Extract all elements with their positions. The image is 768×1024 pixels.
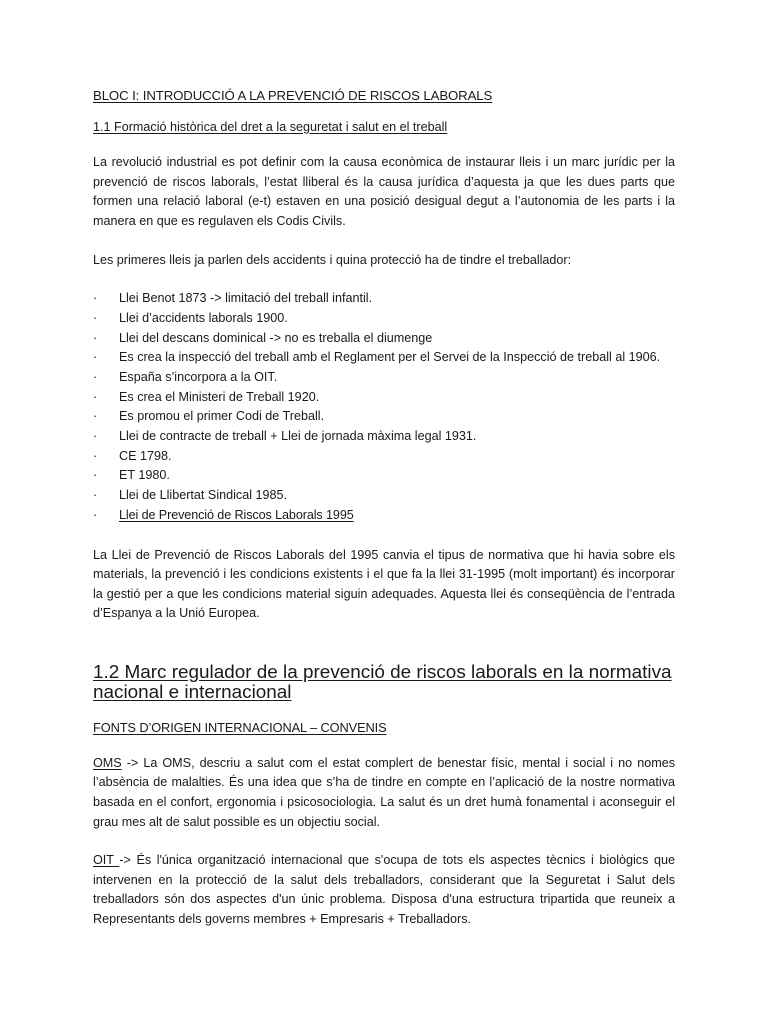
oit-label: OIT xyxy=(93,853,120,868)
document-title: BLOC I: INTRODUCCIÓ A LA PREVENCIÓ DE RISCOS LABORALS xyxy=(93,88,493,103)
list-item-text-highlight: Llei de Prevenció de Riscos Laborals 1995 xyxy=(119,507,354,522)
section-1-paragraph-2: Les primeres lleis ja parlen dels accidents i quina protecció ha de tindre el treballador: xyxy=(93,252,572,267)
list-item xyxy=(93,309,675,329)
list-item-text: Llei de Llibertat Sindical 1985. xyxy=(119,488,288,503)
list-item xyxy=(93,506,675,526)
bullet-icon: · xyxy=(93,389,98,404)
bullet-icon: · xyxy=(93,330,98,345)
list-item-text: España s’incorpora a la OIT. xyxy=(119,369,278,384)
oit-paragraph xyxy=(93,851,675,929)
list-item-text: Llei del descans dominical -> no es treballa el diumenge xyxy=(119,330,433,345)
list-item xyxy=(93,388,675,408)
list-item-text: Es promou el primer Codi de Treball. xyxy=(119,409,325,424)
list-item xyxy=(93,289,675,309)
bullet-icon: · xyxy=(93,488,98,503)
oms-text: -> La OMS, descriu a salut com el estat complert de benestar físic, mental i social i no nomes l’absència de malalties. És una idea que s’ha de tindre en compte en l’aplicació de la nostre normativa basada en el confort, ergonomia i psicosociologia. La salut és un dret humà fonamental i aconseguir el grau mes alt de salut possible es un objectiu social. xyxy=(93,755,675,829)
bullet-icon: · xyxy=(93,429,98,444)
section-spacer xyxy=(93,643,675,663)
history-law-list xyxy=(93,289,675,525)
bullet-icon: · xyxy=(93,507,98,522)
oms-label: OMS xyxy=(93,755,122,770)
list-item xyxy=(93,486,675,506)
bullet-icon: · xyxy=(93,310,98,325)
list-item-text: Es crea la inspecció del treball amb el Reglament per el Servei de la Inspecció de treball al 1906. xyxy=(119,350,661,365)
bullet-icon: · xyxy=(93,369,98,384)
bullet-icon: · xyxy=(93,350,98,365)
list-item xyxy=(93,368,675,388)
oit-text: -> És l'única organització internacional que s'ocupa de tots els aspectes tècnics i biològics que intervenen en la protecció de la salut dels treballadors, considerant que la Seguretat i Salut dels treballadors són dos aspectes d'un únic problema. Disposa d'una estructura tripartida que reuneix a Representants dels governs membres + Empresaris + Treballadors. xyxy=(93,853,675,926)
list-item-text: CE 1798. xyxy=(119,448,172,463)
list-item-text: Llei de contracte de treball + Llei de jornada màxima legal 1931. xyxy=(119,429,477,444)
list-item-text: Llei d’accidents laborals 1900. xyxy=(119,310,288,325)
bullet-icon: · xyxy=(93,448,98,463)
list-item xyxy=(93,466,675,486)
list-item xyxy=(93,447,675,467)
document-page xyxy=(93,86,675,949)
list-item-text: Es crea el Ministeri de Treball 1920. xyxy=(119,389,320,404)
oms-paragraph xyxy=(93,754,675,832)
list-item xyxy=(93,407,675,427)
list-item-text: ET 1980. xyxy=(119,468,170,483)
section-1-heading: 1.1 Formació històrica del dret a la seguretat i salut en el treball xyxy=(93,119,448,134)
bullet-icon: · xyxy=(93,409,98,424)
section-2-subheading: FONTS D’ORIGEN INTERNACIONAL – CONVENIS xyxy=(93,720,387,736)
list-item xyxy=(93,348,675,368)
list-item-text: Llei Benot 1873 -> limitació del treball infantil. xyxy=(119,291,373,306)
section-1-paragraph-1: La revolució industrial es pot definir com la causa econòmica de instaurar lleis i un marc jurídic per la prevenció de riscos laborals, l’estat lliberal és la causa jurídica d’aquesta ja que les dues parts que formen una relació laboral (e-t) estaven en una posició desigual degut a l’autonomia de les parts i la manera en que es regulaven els Codis Civils. xyxy=(93,155,675,228)
bullet-icon: · xyxy=(93,468,98,483)
list-item xyxy=(93,329,675,349)
bullet-icon: · xyxy=(93,291,98,306)
section-2-heading: 1.2 Marc regulador de la prevenció de riscos laborals en la normativa nacional e internacional xyxy=(93,661,672,703)
section-1-paragraph-3: La Llei de Prevenció de Riscos Laborals del 1995 canvia el tipus de normativa que hi havia sobre els materials, la prevenció i les condicions existents i el que fa la llei 31-1995 (molt important) és incorporar la gestió per a que les condicions material siguin adequades. Aquesta llei és conseqüència de l’entrada d’Espanya a la Unió Europea. xyxy=(93,547,675,621)
list-item xyxy=(93,427,675,447)
